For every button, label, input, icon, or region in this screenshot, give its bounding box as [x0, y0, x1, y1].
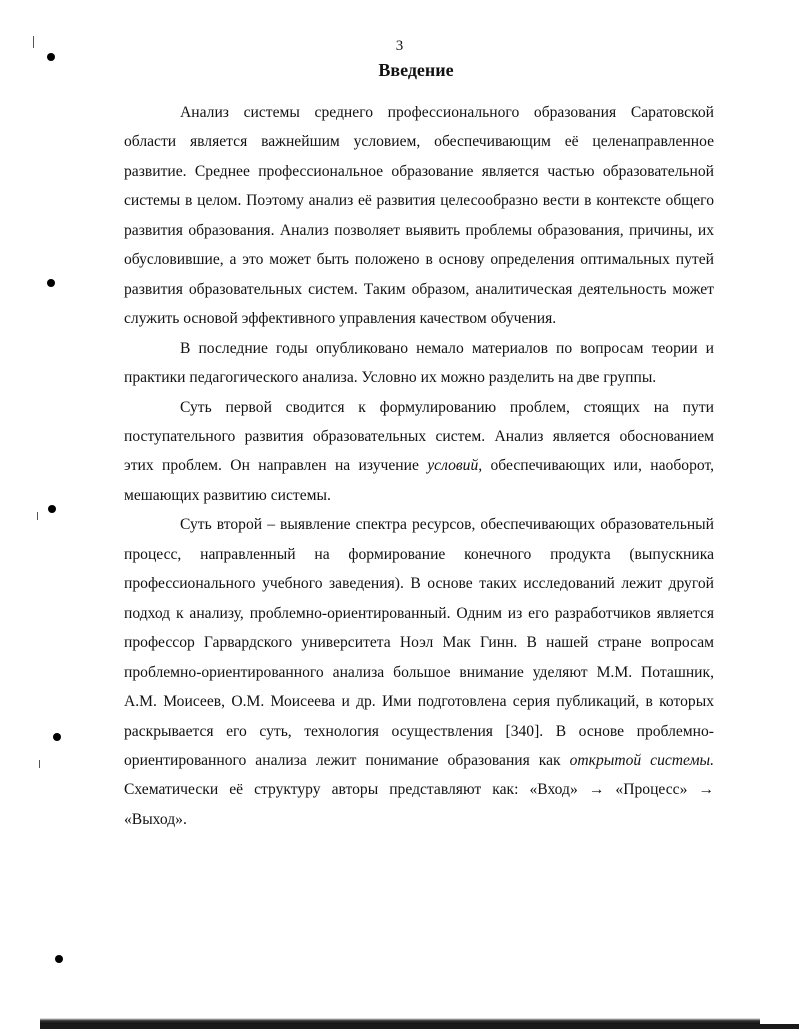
paragraph-3-emphasis: условий, — [427, 457, 483, 475]
paragraph-4 — [124, 510, 714, 834]
paragraph-2: В последние годы опубликовано немало материалов по вопросам теории и практики педагогического анализа. Условно их можно разделить на две группы. — [124, 339, 714, 387]
binder-hole-5 — [55, 955, 63, 963]
paragraph-3-text-end: обеспечивающих или, наоборот, мешающих развитию системы. — [124, 457, 714, 504]
scan-bottom-shadow — [40, 1024, 799, 1029]
binder-hole-3 — [48, 505, 56, 513]
paragraph-1: Анализ системы среднего профессионального образования Саратовской области является важнейшим условием, обеспечивающим её целенаправленное развитие. Среднее профессиональное образование является частью образовательной системы в целом. Поэтому анализ её развития целесообразно вести в контексте общего развития образования. Анализ позволяет выявить проблемы образования, причины, их обусловившие, а это может быть положено в основу определения оптимальных путей развития образовательных систем. Таким образом, аналитическая деятельность может служить основой эффективного управления качеством обучения. — [124, 104, 714, 328]
binder-hole-4 — [53, 733, 61, 741]
paragraph-3-text: Суть первой сводится к формулированию проблем, стоящих на пути поступательного развития образовательных систем. Анализ является обоснованием этих проблем. Он направлен на изучение — [124, 398, 714, 475]
paragraph-4-text: Суть второй – выявление спектра ресурсов, обеспечивающих образовательный процесс, направленный на формирование конечного продукта (выпускника профессионального учебного заведения). В основе таких исследований лежит другой подход к анализу, проблемно-ориентированный. Одним из его разработчиков является профессор Гарвардского университета Ноэл Мак Гинн. В нашей стране вопросам проблемно-ориентированного анализа большое внимание уделяют М.М. Поташник, А.М. Моисеев, О.М. Моисеева и др. Ими подготовлена серия публикаций, в которых раскрывается его суть, технология осуществления [340]. В основе проблемно-ориентированного анализа лежит понимание образования как — [124, 516, 714, 769]
page-number: 3 — [395, 38, 404, 54]
paragraph-4-text-end: Схематически её структуру авторы представляют как: «Вход» → «Процесс» → «Выход». — [124, 781, 714, 828]
paragraph-3 — [124, 393, 714, 511]
paragraph-4-emphasis: открытой системы. — [569, 751, 715, 769]
margin-mark — [39, 760, 40, 768]
document-body — [124, 98, 714, 834]
binder-hole-2 — [47, 279, 55, 287]
margin-mark — [37, 512, 38, 520]
page-title: Введение — [378, 60, 454, 80]
